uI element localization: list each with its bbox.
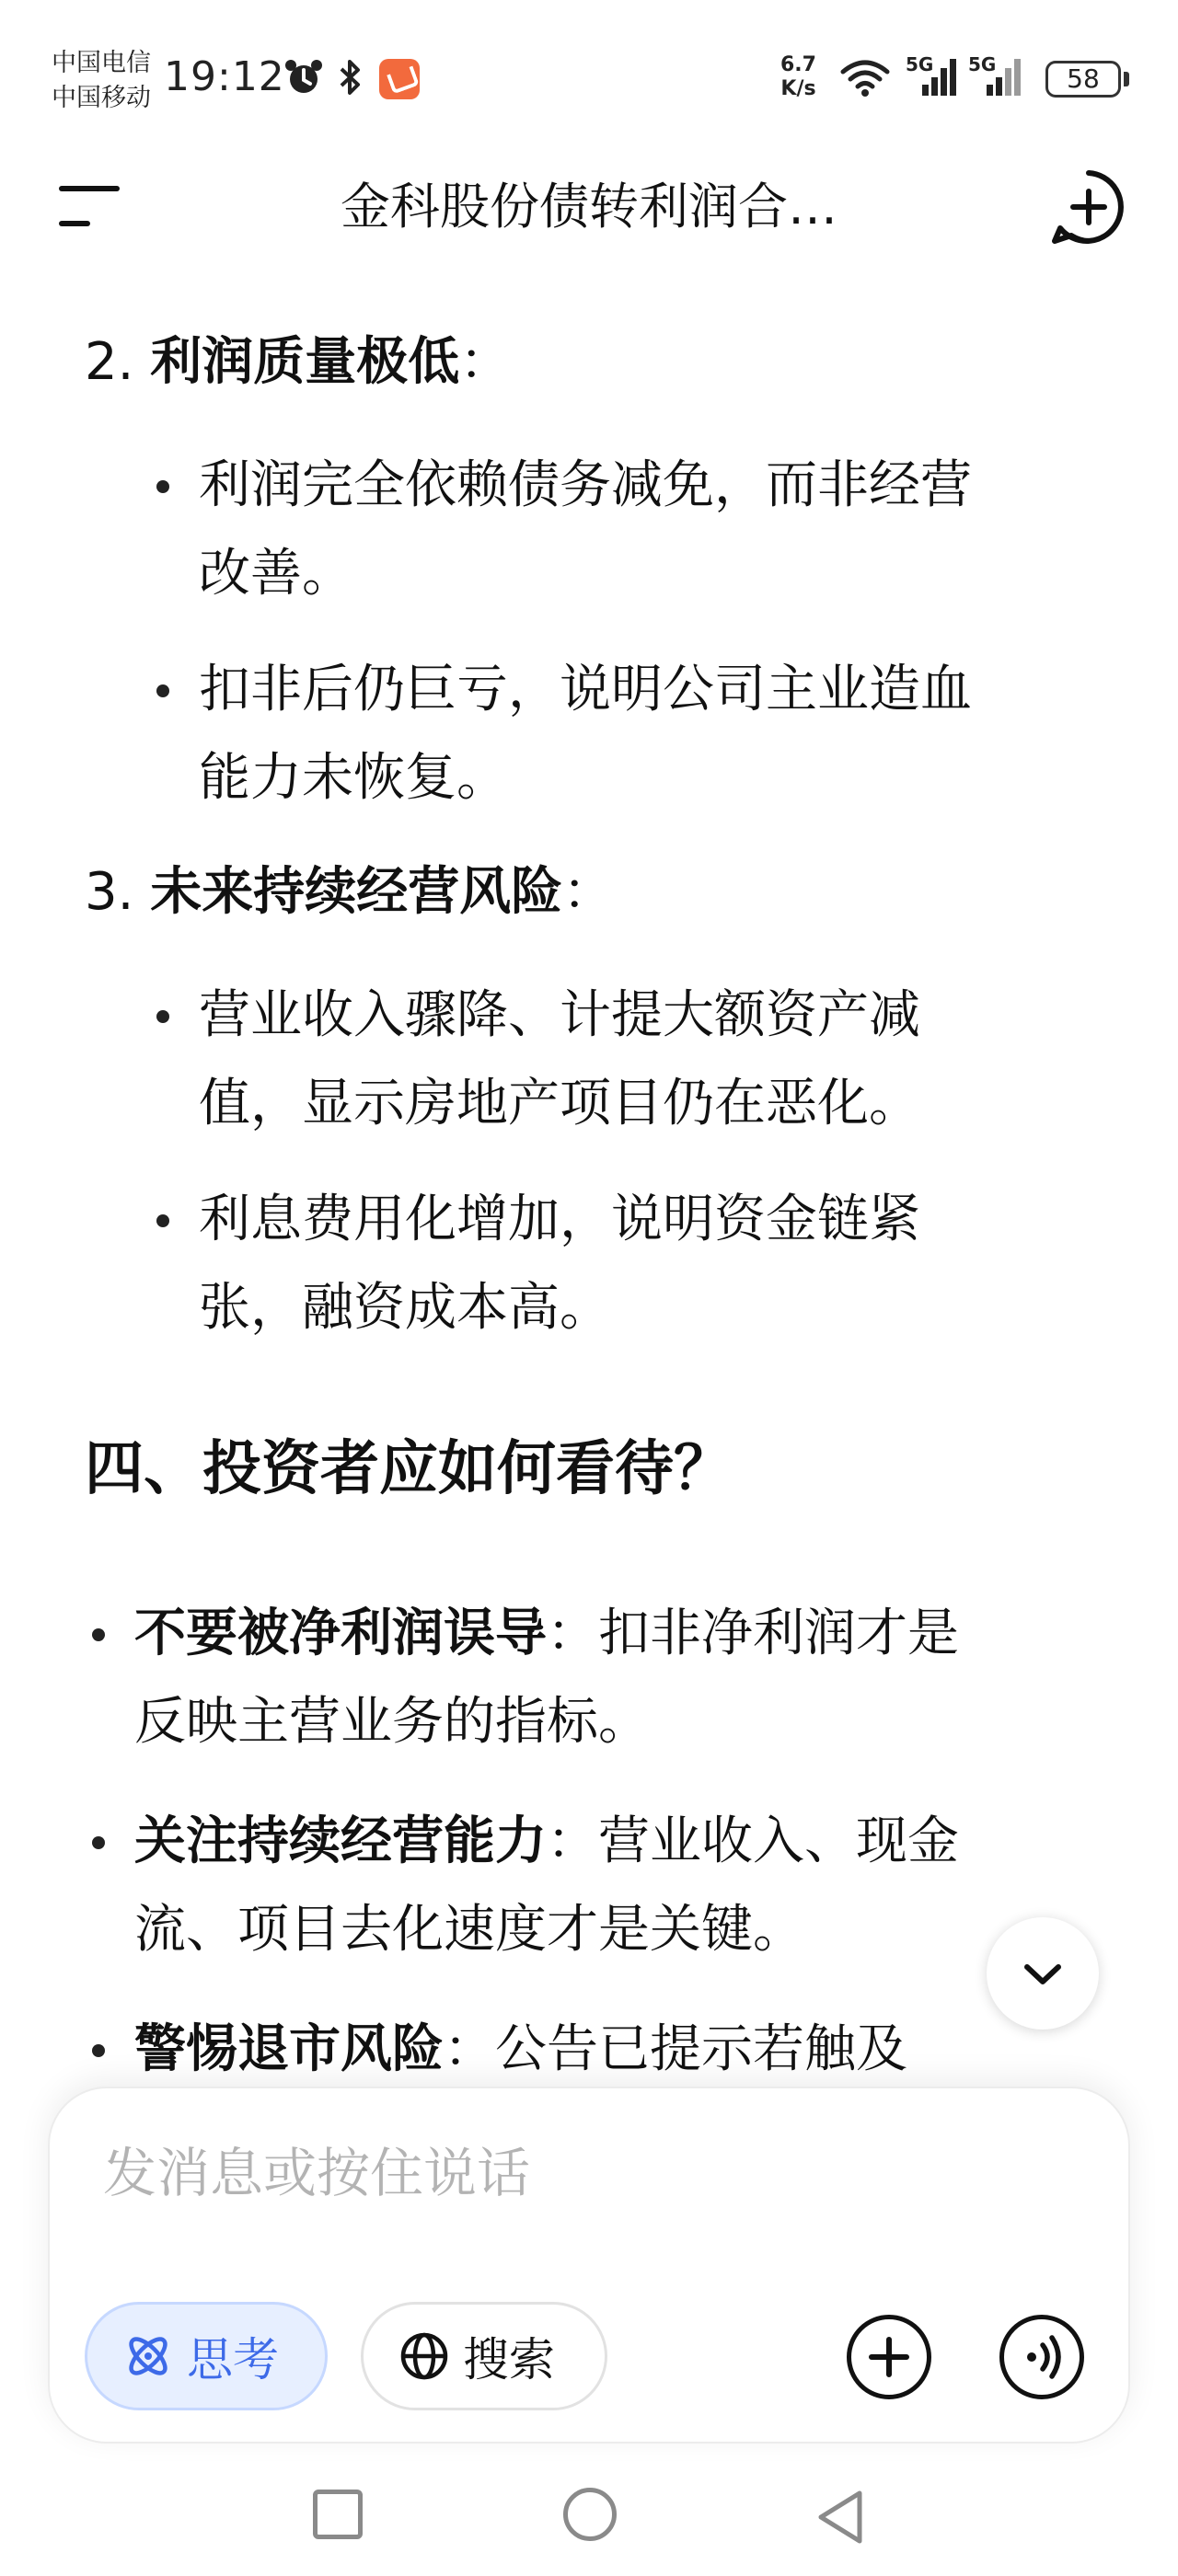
recents-button[interactable] xyxy=(313,2490,363,2539)
list-item xyxy=(134,1798,959,1974)
status-time: 19:12 xyxy=(164,53,285,100)
list-item xyxy=(199,1176,920,1352)
chevron-down-icon xyxy=(987,1917,1099,2030)
list-item xyxy=(134,1590,959,1766)
bluetooth-icon xyxy=(337,57,364,98)
bullet-line: 扣非后仍巨亏，说明公司主业造血 xyxy=(199,660,972,719)
list-item xyxy=(134,2006,907,2094)
back-icon[interactable] xyxy=(814,2488,869,2547)
signal-bars-1-icon xyxy=(907,57,959,98)
wifi-icon xyxy=(837,57,893,98)
voice-call-button[interactable] xyxy=(999,2315,1084,2399)
alarm-icon xyxy=(283,57,324,98)
bullet-dot xyxy=(156,480,169,493)
bullet-dot xyxy=(156,1010,169,1023)
plus-icon xyxy=(851,2319,927,2395)
think-toggle-button[interactable] xyxy=(85,2302,328,2410)
bullet-text: ：营业收入、现金 xyxy=(547,1811,959,1871)
search-toggle-button[interactable] xyxy=(361,2302,607,2410)
bullet-dot xyxy=(92,1836,105,1849)
notification-app-icon xyxy=(379,59,420,99)
list-item-title: 未来持续经营风险 xyxy=(150,862,563,922)
carrier-1: 中国电信 xyxy=(52,49,151,77)
bullet-bold: 警惕退市风险 xyxy=(134,2019,444,2079)
home-button[interactable] xyxy=(563,2488,617,2541)
bullet-dot xyxy=(156,1214,169,1227)
voice-icon xyxy=(1004,2319,1080,2395)
bullet-line: 营业收入骤降、计提大额资产减 xyxy=(199,985,920,1045)
signal-bars-2-icon xyxy=(970,57,1027,98)
signal-1-label: 5G xyxy=(906,53,934,75)
bullet-line xyxy=(134,1590,959,1678)
bullet-text: ：扣非净利润才是 xyxy=(547,1604,959,1663)
battery-level: 58 xyxy=(1067,63,1100,94)
message-input[interactable] xyxy=(103,2136,931,2210)
battery-tip xyxy=(1124,72,1129,86)
bullet-line: 能力未恢复。 xyxy=(199,748,508,808)
network-speed xyxy=(780,53,816,101)
atom-icon xyxy=(122,2330,174,2382)
signal-2-label: 5G xyxy=(968,53,997,75)
list-item-3-heading xyxy=(85,857,614,927)
list-item-title: 利润质量极低 xyxy=(150,332,460,392)
carrier-labels xyxy=(52,46,151,116)
battery-indicator xyxy=(1045,61,1121,98)
bullet-text: ：公告已提示若触及 xyxy=(444,2019,907,2079)
network-speed-value: 6.7 xyxy=(780,53,816,76)
top-app-bar xyxy=(0,147,1178,267)
bullet-bold: 关注持续经营能力 xyxy=(134,1811,547,1871)
bullet-line: 值，显示房地产项目仍在恶化。 xyxy=(199,1074,920,1133)
bullet-line: 张，融资成本高。 xyxy=(199,1278,611,1338)
section-heading: 四、投资者应如何看待？ xyxy=(85,1435,733,1503)
list-number: 2. xyxy=(85,332,134,392)
bullet-line: 反映主营业务的指标。 xyxy=(134,1692,650,1752)
message-content xyxy=(0,267,1178,2107)
bullet-line: 利息费用化增加，说明资金链紧 xyxy=(199,1190,920,1249)
list-item-colon: ： xyxy=(459,332,512,392)
bullet-line: 流、项目去化速度才是关键。 xyxy=(134,1900,804,1960)
search-label: 搜索 xyxy=(463,2333,555,2386)
bullet-dot xyxy=(92,2044,105,2057)
new-chat-icon[interactable] xyxy=(1049,167,1128,247)
bullet-line: 改善。 xyxy=(199,544,353,604)
bullet-line xyxy=(134,1798,959,1886)
bullet-line xyxy=(134,2006,907,2094)
scroll-down-button[interactable] xyxy=(987,1917,1099,2030)
bullet-line: 利润完全依赖债务减免，而非经营 xyxy=(199,455,972,515)
bullet-dot xyxy=(156,684,169,697)
menu-icon xyxy=(59,186,120,191)
list-number: 3. xyxy=(85,862,134,922)
list-item-colon: ： xyxy=(562,862,615,922)
list-item xyxy=(199,442,972,618)
network-speed-unit: K/s xyxy=(780,77,816,100)
carrier-2: 中国移动 xyxy=(52,84,151,112)
bullet-dot xyxy=(92,1628,105,1641)
bullet-bold: 不要被净利润误导 xyxy=(134,1604,547,1663)
attach-button[interactable] xyxy=(847,2315,931,2399)
list-item-2-heading xyxy=(85,328,511,397)
status-bar xyxy=(0,0,1178,147)
message-composer xyxy=(48,2087,1130,2444)
globe-icon xyxy=(398,2330,450,2382)
list-item xyxy=(199,972,920,1148)
list-item xyxy=(199,646,972,822)
menu-icon-line xyxy=(59,221,90,226)
menu-button[interactable] xyxy=(55,182,125,234)
think-label: 思考 xyxy=(187,2333,279,2386)
conversation-title[interactable]: 金科股份债转利润合… xyxy=(341,178,837,236)
system-nav-bar xyxy=(0,2466,1178,2576)
